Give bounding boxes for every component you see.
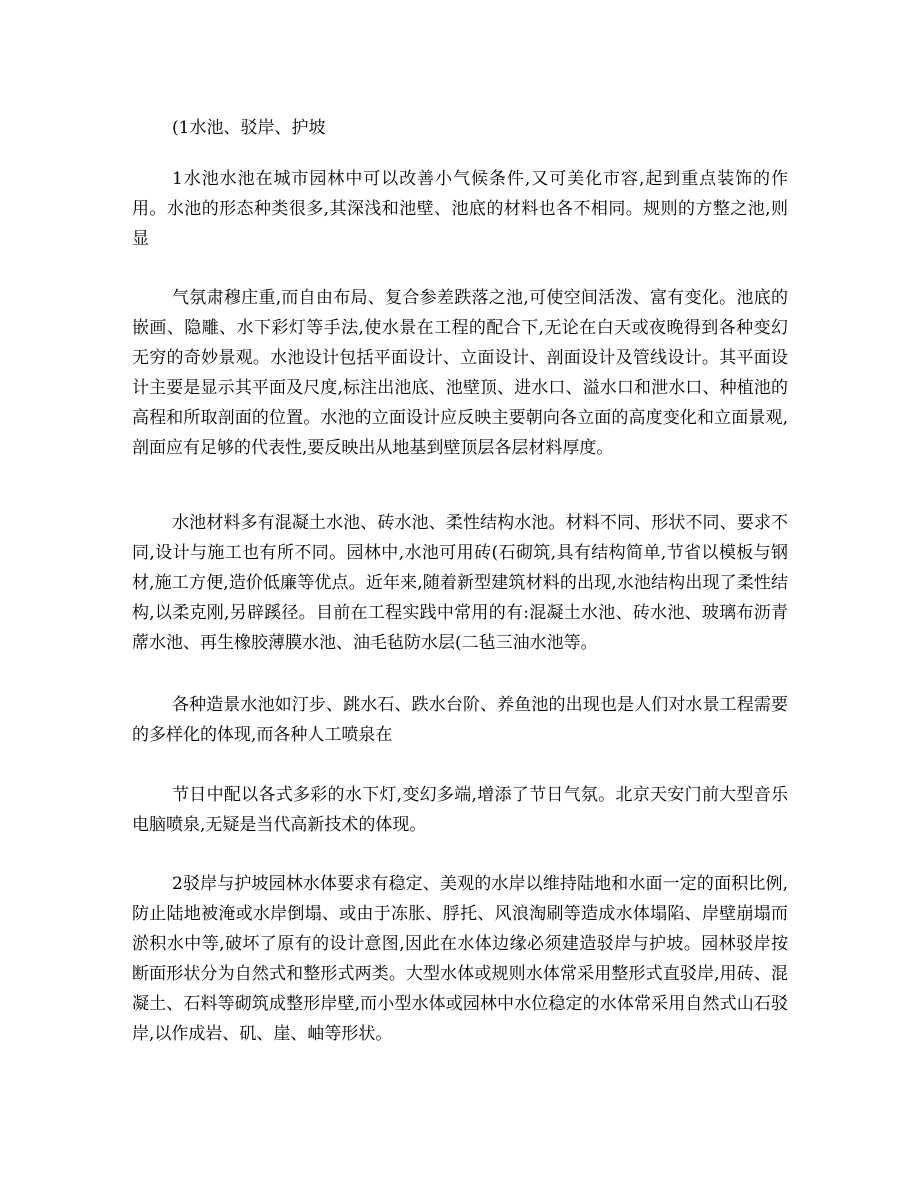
paragraph-fountain: 节日中配以各式多彩的水下灯,变幻多端,增添了节日气氛。北京天安门前大型音乐电脑喷泉,无疑是当代高新技术的体现。 — [132, 785, 788, 835]
paragraph-pool-materials: 水池材料多有混凝土水池、砖水池、柔性结构水池。材料不同、形状不同、要求不同,设计与施工也有所不同。园林中,水池可用砖(石砌筑,具有结构简单,节省以模板与钢材,施工方便,造价低廉等优点。近年来,随着新型建筑材料的出现,水池结构出现了柔性结构,以柔克刚,另辟蹊径。目前在工程实践中常用的有:混凝土水池、砖水池、玻璃布沥青蓆水池、再生橡胶薄膜水池、油毛毡防水层(二毡三油水池等。 — [132, 513, 788, 653]
paragraph-pool-types: 各种造景水池如汀步、跳水石、跌水台阶、养鱼池的出现也是人们对水景工程需要的多样化的体现,而各种人工喷泉在 — [132, 695, 788, 745]
paragraph-pool-design: 气氛肃穆庄重,而自由布局、复合参差跌落之池,可使空间活泼、富有变化。池底的嵌画、隐雕、水下彩灯等手法,使水景在工程的配合下,无论在白天或夜晚得到各种变幻无穷的奇妙景观。水池设计包括平面设计、立面设计、剖面设计及管线设计。其平面设计主要是显示其平面及尺度,标注出池底、池壁顶、进水口、溢水口和泄水口、种植池的高程和所取剖面的位置。水池的立面设计应反映主要朝向各立面的高度变化和立面景观,剖面应有足够的代表性,要反映出从地基到壁顶层各层材料厚度。 — [132, 288, 788, 458]
paragraph-revetment: 2驳岸与护坡园林水体要求有稳定、美观的水岸以维持陆地和水面一定的面积比例,防止陆地被淹或水岸倒塌、或由于冻胀、脬托、风浪淘刷等造成水体塌陷、岸壁崩塌而淤积水中等,破坏了原有的设计意图,因此在水体边缘必须建造驳岸与护坡。园林驳岸按断面形状分为自然式和整形式两类。大型水体或规则水体常采用整形式直驳岸,用砖、混凝土、石料等砌筑成整形岸壁,而小型水体或园林中水位稳定的水体常采用自然式山石驳岸,以作成岩、矶、崖、岫等形状。 — [132, 874, 788, 1044]
paragraph-pool-intro: 1水池水池在城市园林中可以改善小气候条件,又可美化市容,起到重点装饰的作用。水池的形态种类很多,其深浅和池壁、池底的材料也各不相同。规则的方整之池,则显 — [132, 169, 788, 249]
section-heading: (1水池、驳岸、护坡 — [172, 118, 326, 138]
